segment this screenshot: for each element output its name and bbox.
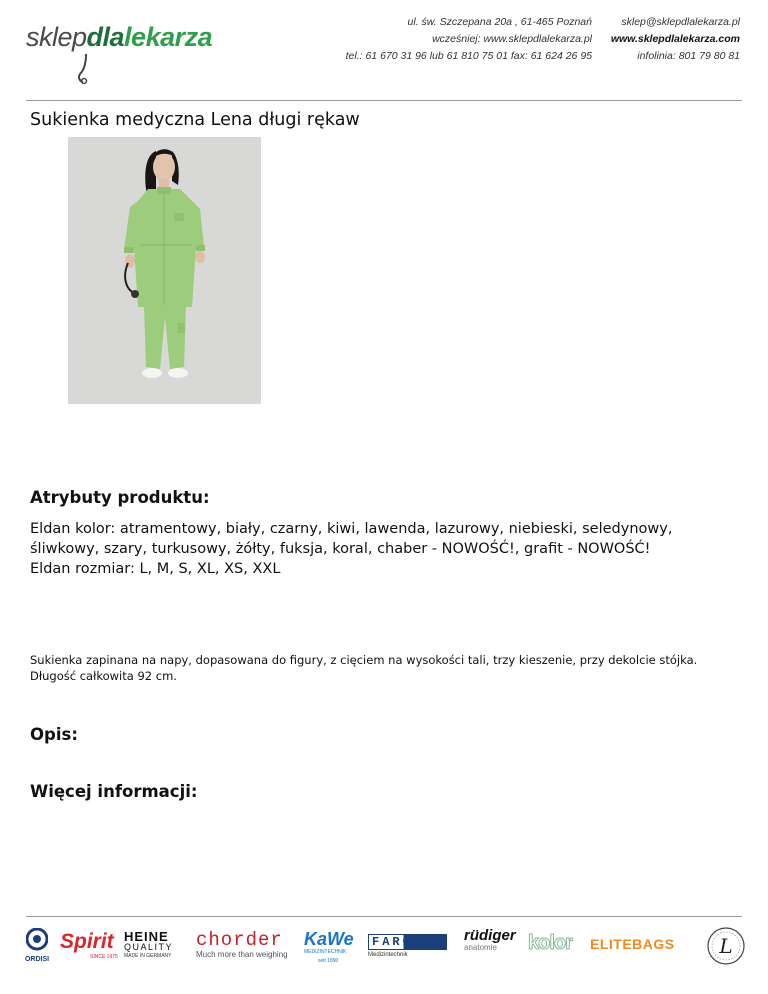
header-divider [26, 100, 742, 101]
stethoscope-icon [78, 54, 102, 84]
previous-site-text: wcześniej: www.sklepdlalekarza.pl [432, 33, 592, 45]
product-title: Sukienka medyczna Lena długi rękaw [30, 110, 360, 130]
logo-part-dla: dla [86, 22, 125, 52]
website-link[interactable]: www.sklepdlalekarza.com [610, 33, 740, 45]
kolor-wordmark: kolor [528, 932, 572, 954]
brand-logos-bar [20, 924, 750, 974]
ordisi-logo[interactable] [24, 928, 50, 963]
ordisi-emblem-icon [26, 928, 48, 954]
address-text: ul. św. Szczepana 20a , 61-465 Poznań [407, 16, 592, 28]
footer-divider [26, 916, 742, 917]
product-photo [68, 137, 261, 404]
kolor-logo[interactable] [528, 932, 572, 955]
heine-quality: QUALITY [124, 942, 174, 952]
elitebags-wordmark: ELITEBAGS [590, 936, 675, 952]
attributes-list [30, 519, 730, 579]
rudiger-anatomie: anatomie [464, 943, 497, 952]
attribute-color: Eldan kolor: atramentowy, biały, czarny, kiwi, lawenda, lazurowy, niebieski, seledynowy, śliwkowy, szary, turkusowy, żółty, fuksja, koral, chaber - NOWOŚĆ!, grafit - NOWOŚĆ! [30, 521, 673, 557]
faromed-sub: Medizintechnik [368, 952, 408, 958]
attributes-heading: Atrybuty produktu: [30, 488, 210, 507]
faromed-text: FAROMED [372, 935, 444, 949]
chorder-wordmark: chorder [196, 929, 283, 951]
chorder-logo[interactable] [196, 930, 288, 959]
littmann-logo[interactable] [706, 926, 746, 970]
email-link[interactable]: sklep@sklepdlalekarza.pl [621, 16, 740, 28]
spirit-logo[interactable] [60, 930, 118, 960]
heine-wordmark: HEINE [124, 929, 169, 944]
littmann-letter: L [719, 934, 733, 958]
heine-made-in: MADE IN GERMANY [124, 953, 172, 959]
header-contact-address [346, 14, 592, 65]
spirit-since: SINCE 1975 [90, 954, 118, 960]
rudiger-wordmark: rüdiger [464, 927, 516, 944]
description-heading: Opis: [30, 725, 78, 744]
infoline-text: infolinia: 801 79 80 81 [637, 50, 740, 62]
heine-logo[interactable] [124, 929, 174, 961]
kawe-medizintechnik: MEDIZINTECHNIK [304, 949, 347, 955]
phone-fax-text: tel.: 61 670 31 96 lub 61 810 75 01 fax: 61 624 26 95 [345, 50, 592, 62]
page-header [0, 0, 768, 100]
attribute-size: Eldan rozmiar: L, M, S, XL, XS, XXL [30, 561, 281, 577]
logo-part-sklep: sklep [26, 22, 87, 52]
more-info-heading: Więcej informacji: [30, 782, 198, 801]
faromed-logo[interactable] [368, 934, 447, 958]
rudiger-logo[interactable] [464, 927, 516, 954]
logo-part-lekarza: lekarza [124, 22, 213, 52]
ordisi-label: ORDISI [24, 956, 50, 963]
kawe-logo[interactable] [304, 930, 354, 966]
kawe-since: seit 1890 [318, 958, 339, 964]
short-description: Sukienka zapinana na napy, dopasowana do figury, z cięciem na wysokości tali, trzy kieszenie, przy dekolcie stójka. Długość całkowita 92 cm. [30, 653, 698, 683]
kawe-wordmark: KaWe [304, 929, 354, 949]
product-photo-illustration [68, 137, 261, 404]
chorder-tagline: Much more than weighing [196, 950, 288, 959]
elitebags-logo[interactable] [590, 936, 675, 952]
spirit-wordmark: Spirit [60, 930, 114, 953]
faromed-wordmark [368, 934, 447, 950]
header-contact-web [611, 14, 740, 65]
